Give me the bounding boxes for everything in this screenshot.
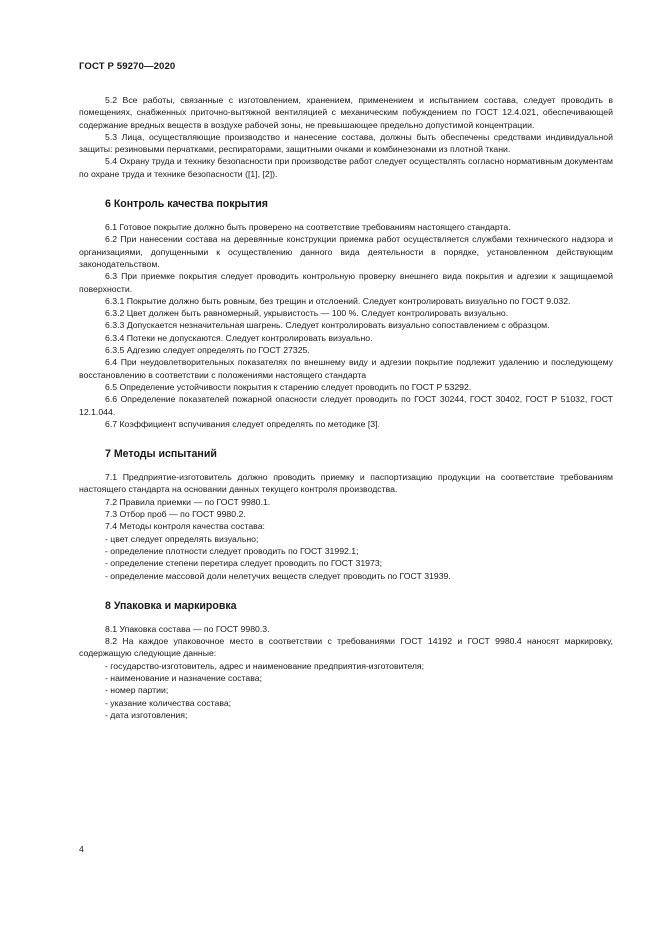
paragraph-6-3: 6.3 При приемке покрытия следует проводить контрольную проверку внешнего вида покрытия и адгезии к защищаемой поверхности. (79, 271, 613, 294)
paragraph-6-1: 6.1 Готовое покрытие должно быть проверено на соответствие требованиям настоящего стандарта. (105, 222, 511, 233)
paragraph-6-3-3: 6.3.3 Допускается незначительная шагрень. Следует контролировать визуально сопоставлением с образцом. (105, 320, 550, 331)
paragraph-8-1: 8.1 Упаковка состава — по ГОСТ 9980.3. (105, 623, 270, 634)
paragraph-6-3-5: 6.3.5 Адгезию следует определять по ГОСТ 27325. (105, 345, 310, 356)
paragraph-6-5: 6.5 Определение устойчивости покрытия к старению следует проводить по ГОСТ Р 53292. (105, 381, 472, 392)
section-5 (79, 94, 613, 180)
section-6-title: 6 Контроль качества покрытия (105, 198, 268, 211)
list-item: - указание количества состава; (105, 697, 232, 708)
list-item: - наименование и назначение состава; (105, 672, 263, 683)
page-number: 4 (79, 844, 84, 854)
list-item: - дата изготовления; (105, 709, 188, 720)
section-8 (79, 599, 613, 721)
section-7-title: 7 Методы испытаний (105, 448, 217, 461)
paragraph-6-6: 6.6 Определение показателей пожарной опасности следует проводить по ГОСТ 30244, ГОСТ 30402, ГОСТ Р 51032, ГОСТ 12.1.044. (79, 394, 613, 417)
section-8-title: 8 Упаковка и маркировка (105, 599, 237, 612)
paragraph-7-4: 7.4 Методы контроля качества состава: (105, 521, 265, 532)
paragraph-6-7: 6.7 Коэффициент вспучивания следует определять по методике [3]. (105, 418, 380, 429)
paragraph-8-2: 8.2 На каждое упаковочное место в соответствии с требованиями ГОСТ 14192 и ГОСТ 9980.4 наносят маркировку, содержащую следующие данные: (79, 636, 613, 659)
list-item: - определение массовой доли нелетучих веществ следует проводить по ГОСТ 31939. (105, 570, 451, 581)
paragraph-5-4: 5.4 Охрану труда и технику безопасности при производстве работ следует осуществлять согласно нормативным документам по охране труда и технике безопасности ([1], [2]). (79, 156, 613, 179)
list-item: - определение степени перетира следует проводить по ГОСТ 31973; (105, 558, 383, 569)
paragraph-6-2: 6.2 При нанесении состава на деревянные конструкции приемка работ осуществляется службами технического надзора и организациями, допущенными к осуществлению данного вида деятельности в порядке, установленном действующим законодательством. (79, 234, 613, 269)
document-body (79, 94, 613, 721)
list-item: - государство-изготовитель, адрес и наименование предприятия-изготовителя; (105, 660, 425, 671)
paragraph-6-4: 6.4 При неудовлетворительных показателях по внешнему виду и адгезии покрытие подлежит удалению и последующему восстановлению в соответствии с положениями настоящего стандарта (79, 357, 613, 380)
section-7 (79, 447, 613, 582)
paragraph-7-3: 7.3 Отбор проб — по ГОСТ 9980.2. (105, 509, 246, 520)
paragraph-7-2: 7.2 Правила приемки — по ГОСТ 9980.1. (105, 496, 271, 507)
list-item: - номер партии; (105, 685, 169, 696)
document-code: ГОСТ Р 59270—2020 (79, 61, 176, 72)
section-6 (79, 197, 613, 430)
list-item: - цвет следует определять визуально; (105, 533, 259, 544)
paragraph-7-1: 7.1 Предприятие-изготовитель должно проводить приемку и паспортизацию продукции на соответствие требованиям настоящего стандарта на основании данных текущего контроля производства. (79, 472, 613, 495)
paragraph-6-3-2: 6.3.2 Цвет должен быть равномерный, укрывистость — 100 %. Следует контролировать визуально. (105, 308, 509, 319)
paragraph-5-2: 5.2 Все работы, связанные с изготовлением, хранением, применением и испытанием состава, следует проводить в помещениях, снабженных приточно-вытяжной вентиляцией с механическим побуждением по ГОСТ 12.4.021, обеспечивающей содержание вредных веществ в воздухе рабочей зоны, не превышающее предельно допустимой концентрации. (79, 95, 613, 130)
list-item: - определение плотности следует проводить по ГОСТ 31992.1; (105, 545, 359, 556)
paragraph-5-3: 5.3 Лица, осуществляющие производство и нанесение состава, должны быть обеспечены средствами индивидуальной защиты: резиновыми перчатками, респираторами, защитными очками и комбинезонами из плотной ткани. (79, 131, 613, 155)
paragraph-6-3-4: 6.3.4 Потеки не допускаются. Следует контролировать визуально. (105, 332, 373, 343)
paragraph-6-3-1: 6.3.1 Покрытие должно быть ровным, без трещин и отслоений. Следует контролировать визуально по ГОСТ 9.032. (105, 295, 571, 306)
